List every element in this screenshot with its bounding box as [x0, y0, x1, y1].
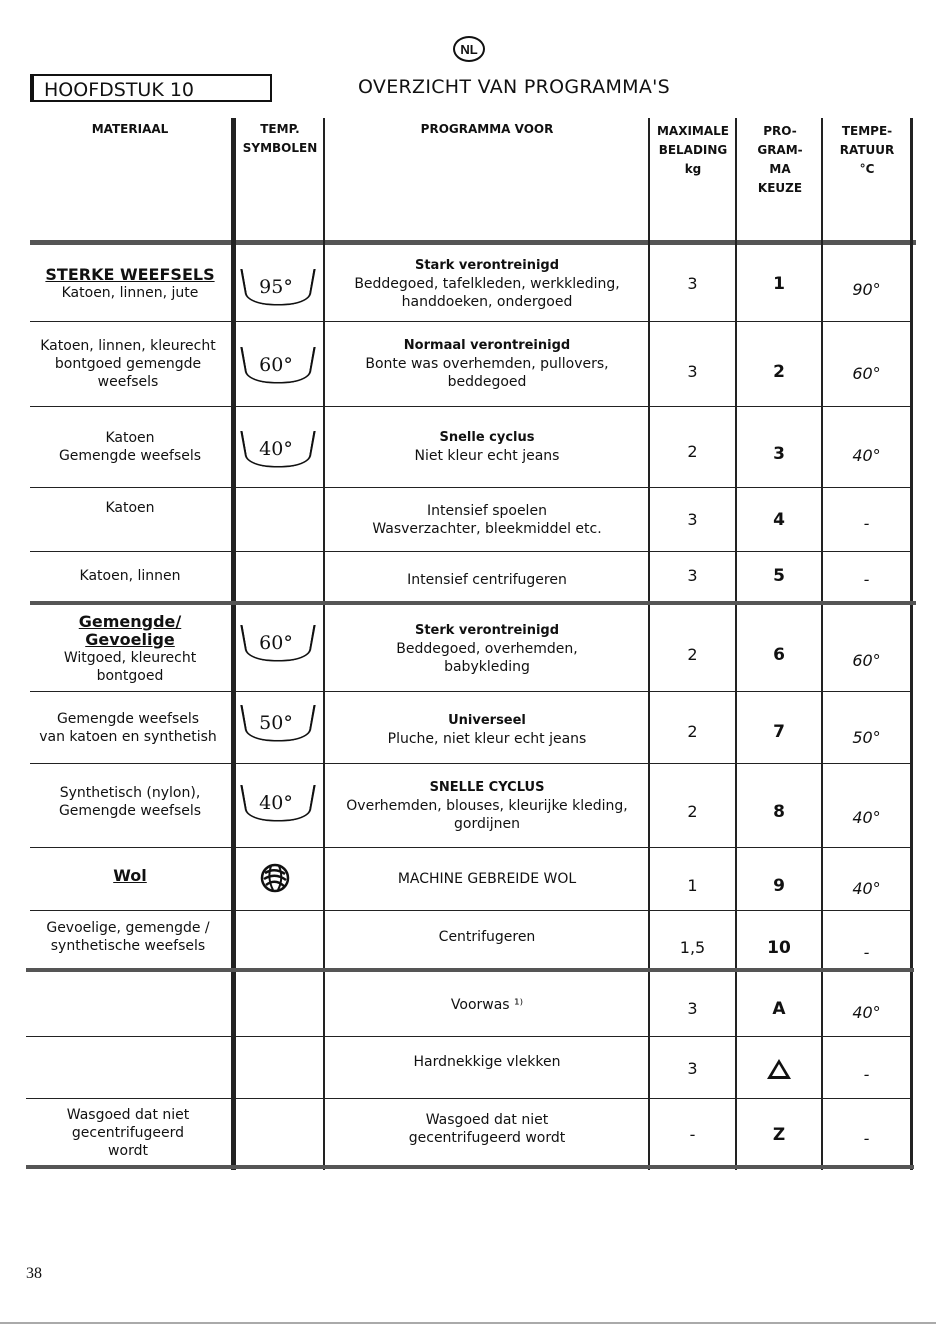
- header-temperature: TEMPE- RATUUR °C: [839, 124, 895, 176]
- header-program-choice: PRO- GRAM- MA KEUZE: [757, 124, 803, 195]
- max-load-value: 1,5: [679, 938, 706, 957]
- language-badge-label: NL: [460, 41, 478, 57]
- material-cell: [30, 848, 230, 903]
- program-title: Sterk verontreinigd: [414, 622, 560, 638]
- program-cell: [326, 764, 648, 847]
- column-divider-2: [323, 118, 325, 1170]
- material-text: Gemengde weefsels van katoen en synthetish: [39, 710, 217, 745]
- temperature-value: -: [863, 570, 870, 589]
- program-choice-value: 8: [773, 802, 785, 822]
- column-divider-6: [910, 118, 913, 1170]
- program-title: Normaal verontreinigd: [403, 338, 571, 353]
- program-description: Bonte was overhemden, pullovers, beddegoed: [365, 356, 609, 390]
- program-cell: [326, 322, 648, 406]
- section-title: Wol: [113, 865, 147, 885]
- page-number: 38: [26, 1265, 42, 1282]
- header-material: MATERIAAL: [91, 122, 169, 136]
- max-load-value: 2: [687, 644, 698, 664]
- material-cell: [30, 606, 230, 691]
- program-title: Universeel: [448, 712, 526, 728]
- program-description: Intensief spoelen Wasverzachter, bleekmiddel etc.: [372, 502, 602, 537]
- program-title: SNELLE CYCLUS: [429, 779, 545, 795]
- temperature-symbol-label: 40°: [259, 438, 293, 460]
- max-load-value: 3: [687, 273, 698, 293]
- chapter-label: HOOFDSTUK 10: [30, 74, 272, 102]
- header-divider: [30, 240, 916, 245]
- max-load-value: 3: [687, 999, 698, 1018]
- temperature-value: 40°: [852, 1003, 881, 1022]
- program-choice-value: 6: [773, 644, 785, 665]
- material-text: Katoen: [105, 500, 155, 516]
- program-choice-value: 3: [773, 444, 785, 464]
- material-text: Katoen, linnen: [79, 568, 181, 584]
- max-load-value: 3: [687, 509, 698, 529]
- max-load-value: 3: [687, 1059, 698, 1078]
- language-badge: [453, 36, 485, 62]
- wool-ball-icon: [259, 862, 291, 894]
- temperature-symbol-label: 50°: [259, 712, 293, 734]
- program-cell: [326, 692, 648, 767]
- page-title: OVERZICHT VAN PROGRAMMA'S: [358, 76, 671, 98]
- temperature-value: 90°: [852, 279, 881, 299]
- program-choice-value: 2: [773, 362, 785, 382]
- program-cell: [326, 246, 648, 321]
- material-text: Witgoed, kleurecht bontgoed: [63, 649, 197, 684]
- triangle-icon: [767, 1059, 791, 1079]
- max-load-value: 3: [687, 566, 698, 585]
- program-choice-value: 5: [773, 566, 785, 586]
- program-choice-value: 7: [773, 722, 785, 742]
- max-load-value: -: [689, 1125, 696, 1144]
- program-choice-value: Z: [772, 1125, 786, 1145]
- program-title: Snelle cyclus: [439, 430, 535, 445]
- temperature-symbol-label: 95°: [259, 276, 293, 298]
- temperature-value: 50°: [852, 728, 881, 747]
- header-program-for: PROGRAMMA VOOR: [420, 122, 554, 136]
- program-description: Pluche, niet kleur echt jeans: [387, 730, 587, 747]
- program-description: Beddegoed, overhemden, babykleding: [396, 640, 578, 675]
- program-choice-value: 9: [773, 876, 785, 896]
- program-description: Centrifugeren: [438, 929, 536, 945]
- program-description: Voorwas ¹⁾: [450, 997, 524, 1013]
- program-choice-value: 1: [773, 273, 785, 294]
- material-text: Wasgoed dat niet gecentrifugeerd wordt: [66, 1106, 190, 1159]
- program-choice-value: 4: [773, 509, 785, 530]
- material-text: Katoen Gemengde weefsels: [58, 430, 202, 464]
- program-description: MACHINE GEBREIDE WOL: [397, 871, 577, 887]
- program-cell: [326, 407, 648, 487]
- max-load-value: 1: [687, 876, 698, 895]
- program-cell: [326, 606, 648, 691]
- max-load-value: 3: [687, 362, 698, 381]
- header-temp-symbols: TEMP. SYMBOLEN: [242, 122, 318, 155]
- program-choice-value: 10: [767, 938, 791, 958]
- material-text: Katoen, linnen, jute: [61, 284, 199, 301]
- temperature-value: -: [863, 1065, 870, 1084]
- temperature-value: 60°: [852, 650, 881, 670]
- program-description: Intensief centrifugeren: [407, 572, 567, 588]
- temperature-value: -: [863, 1129, 870, 1148]
- temperature-value: -: [863, 513, 870, 533]
- material-text: Katoen, linnen, kleurecht bontgoed gemengde weefsels: [40, 338, 216, 390]
- temperature-value: 40°: [852, 446, 881, 465]
- temperature-value: -: [863, 943, 870, 962]
- max-load-value: 2: [687, 442, 698, 461]
- max-load-value: 2: [687, 802, 698, 821]
- material-cell: [30, 246, 230, 321]
- header-max-load: MAXIMALE BELADING kg: [656, 124, 730, 176]
- program-choice-cell: [737, 1040, 821, 1098]
- temperature-symbol-label: 60°: [259, 632, 293, 654]
- program-title: Stark verontreinigd: [414, 257, 560, 273]
- temperature-symbol-label: 40°: [259, 792, 293, 814]
- temperature-value: 60°: [852, 364, 881, 383]
- section-title: Gemengde/ Gevoelige: [78, 611, 182, 649]
- program-description: Overhemden, blouses, kleurijke kleding, gordijnen: [346, 797, 628, 832]
- max-load-value: 2: [687, 722, 698, 741]
- program-choice-value: A: [772, 999, 786, 1019]
- program-description: Beddegoed, tafelkleden, werkkleding, handdoeken, ondergoed: [354, 275, 620, 310]
- temperature-value: 40°: [852, 808, 881, 827]
- material-text: Synthetisch (nylon), Gemengde weefsels: [58, 784, 202, 819]
- program-description: Hardnekkige vlekken: [413, 1054, 561, 1070]
- temperature-symbol-label: 60°: [259, 354, 293, 376]
- temperature-value: 40°: [852, 879, 881, 898]
- material-text: Gevoelige, gemengde / synthetische weefsels: [46, 920, 210, 954]
- row-divider: [26, 1098, 910, 1099]
- section-title: STERKE WEEFSELS: [45, 264, 215, 284]
- program-description: Wasgoed dat niet gecentrifugeerd wordt: [408, 1112, 566, 1146]
- column-divider-1: [231, 118, 236, 1170]
- program-description: Niet kleur echt jeans: [414, 448, 560, 464]
